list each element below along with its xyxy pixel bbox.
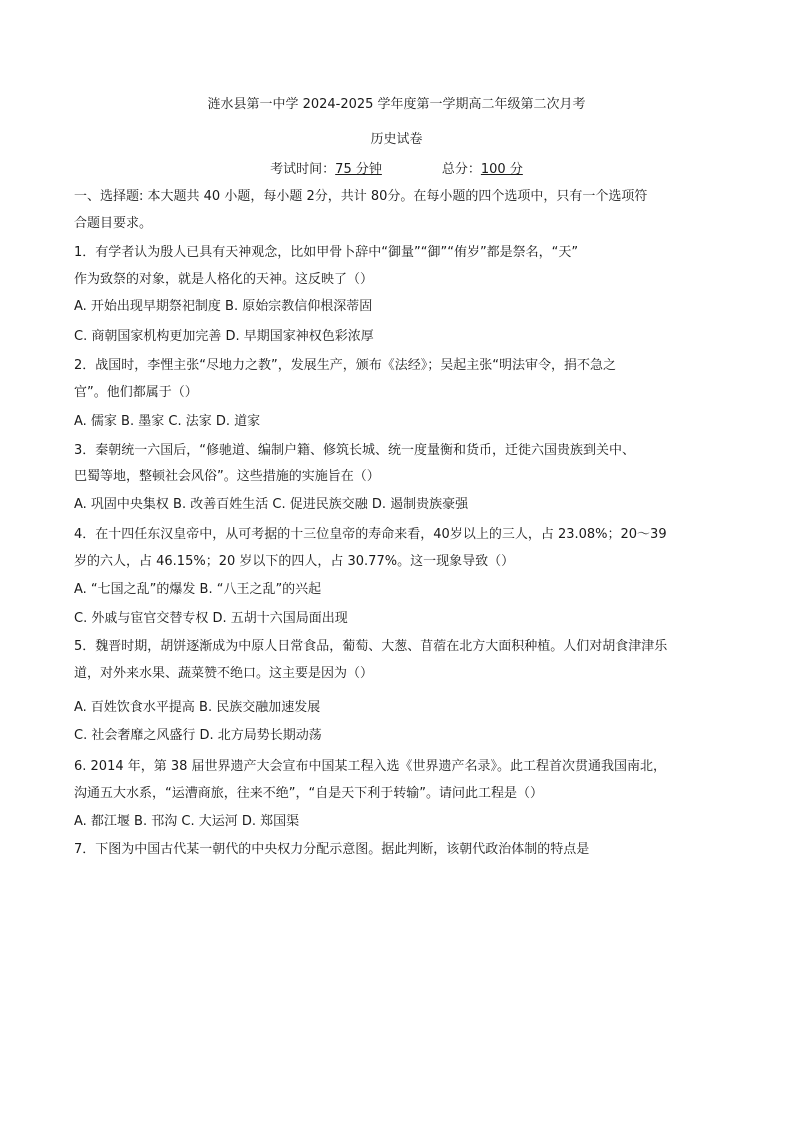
exam-info [0, 161, 793, 179]
question-2-option-line-1: A. 儒家 B. 墨家 C. 法家 D. 道家 [74, 414, 261, 429]
question-5-stem-line-1: 5．魏晋时期，胡饼逐渐成为中原人日常食品，葡萄、大葱、苜蓿在北方大面积种植。人们对胡食津津乐 [74, 639, 668, 654]
question-3-stem-line-1: 3．秦朝统一六国后，“修驰道、编制户籍、修筑长城、统一度量衡和货币，迁徙六国贵族到关中、 [74, 443, 636, 458]
question-6-option-line-1: A. 都江堰 B. 邗沟 C. 大运河 D. 郑国渠 [74, 814, 300, 829]
question-7-stem-line-1: 7．下图为中国古代某一朝代的中央权力分配示意图。据此判断，该朝代政治体制的特点是 [74, 842, 590, 857]
question-4-option-line-2: C. 外戚与宦官交替专权 D. 五胡十六国局面出现 [74, 611, 348, 626]
question-5-option-line-2: C. 社会奢靡之风盛行 D. 北方局势长期动荡 [74, 728, 322, 743]
question-2-stem-line-2: 官”。他们都属于（） [74, 385, 198, 400]
score-label: 总分： [441, 162, 481, 177]
score-value: 100 分 [480, 162, 523, 177]
question-2-stem-line-1: 2．战国时，李悝主张“尽地力之教”，发展生产，颁布《法经》；吴起主张“明法审令，捐不急之 [74, 358, 616, 373]
question-4-stem-line-1: 4．在十四任东汉皇帝中，从可考据的十三位皇帝的寿命来看，40岁以上的三人，占 23.08%；20～39 [74, 527, 667, 542]
question-4-option-line-1: A. “七国之乱”的爆发 B. “八王之乱”的兴起 [74, 582, 322, 597]
question-5-option-line-1: A. 百姓饮食水平提高 B. 民族交融加速发展 [74, 700, 321, 715]
question-3-option-line-1: A. 巩固中央集权 B. 改善百姓生活 C. 促进民族交融 D. 遏制贵族豪强 [74, 497, 469, 512]
question-5-stem-line-2: 道，对外来水果、蔬菜赞不绝口。这主要是因为（） [74, 666, 374, 681]
question-1-option-line-2: C. 商朝国家机构更加完善 D. 早期国家神权色彩浓厚 [74, 329, 374, 344]
section-heading-line-2: 合题目要求。 [74, 216, 153, 231]
question-3-stem-line-2: 巴蜀等地，整顿社会风俗”。这些措施的实施旨在（） [74, 469, 380, 484]
section-heading-line-1: 一、选择题: 本大题共 40 小题，每小题 2分，共计 80分。在每小题的四个选项中，只有一个选项符 [74, 189, 648, 204]
time-label: 考试时间： [270, 162, 336, 177]
time-value: 75 分钟 [335, 162, 382, 177]
question-1-stem-line-1: 1．有学者认为殷人已具有天神观念，比如甲骨卜辞中“御量”“御”“侑岁”都是祭名，“天” [74, 245, 579, 260]
exam-title: 涟水县第一中学 2024-2025 学年度第一学期高二年级第二次月考 [207, 97, 586, 112]
exam-subject: 历史试卷 [370, 132, 423, 147]
question-6-stem-line-1: 6. 2014 年，第 38 届世界遗产大会宣布中国某工程入选《世界遗产名录》。此工程首次贯通我国南北， [74, 759, 667, 774]
question-4-stem-line-2: 岁的六人，占 46.15%；20 岁以下的四人，占 30.77%。这一现象导致（） [74, 554, 515, 569]
question-1-option-line-1: A. 开始出现早期祭祀制度 B. 原始宗教信仰根深蒂固 [74, 299, 373, 314]
question-1-stem-line-2: 作为致祭的对象，就是人格化的天神。这反映了（） [74, 272, 374, 287]
question-6-stem-line-2: 沟通五大水系，“运漕商旅，往来不绝”，“自是天下利于转输”。请问此工程是（） [74, 786, 543, 801]
